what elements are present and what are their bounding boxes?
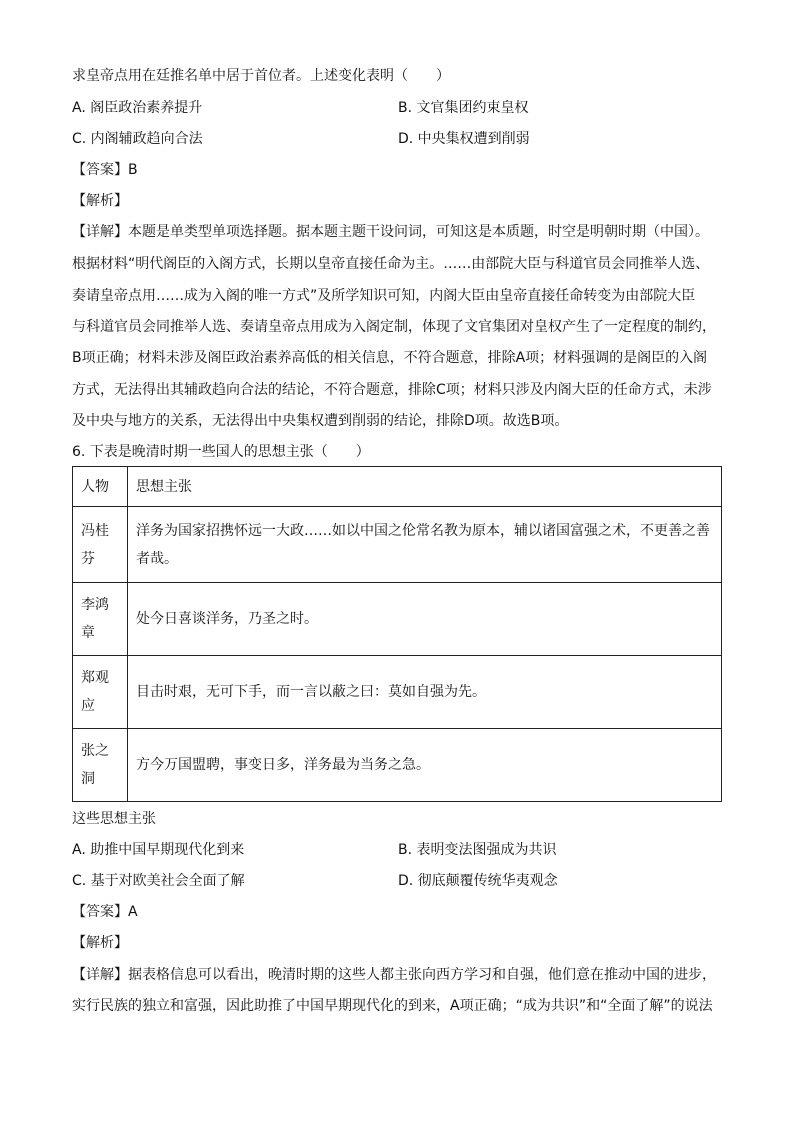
option-d: D. 彻底颠覆传统华夷观念 bbox=[398, 873, 558, 889]
options-row-cd bbox=[72, 871, 722, 891]
detail-line-4: 与科道官员会同推举人选、奏请皇帝点用成为入阁定制，体现了文官集团对皇权产生了一定程度的制约， bbox=[72, 319, 716, 335]
question-stem-tail: 求皇帝点用在廷推名单中居于首位者。上述变化表明（ ） bbox=[72, 68, 450, 84]
options-row-ab bbox=[72, 98, 722, 118]
person-idea: 方今万国盟聘，事变日多，洋务最为当务之急。 bbox=[128, 729, 722, 802]
analysis-tag: 【解析】 bbox=[72, 193, 128, 209]
question-6-after: 这些思想主张 bbox=[72, 811, 156, 827]
option-c: C. 基于对欧美社会全面了解 bbox=[72, 873, 245, 889]
detail-line-7: 及中央与地方的关系，无法得出中央集权遭到削弱的结论，排除D项。故选B项。 bbox=[72, 413, 569, 429]
detail-line-2: 实行民族的独立和富强，因此助推了中国早期现代化的到来，A项正确；“成为共识”和“全面了解”的说法 bbox=[72, 998, 713, 1014]
detail-line-3: 奏请皇帝点用……成为入阁的唯一方式”及所学知识可知，内阁大臣由皇帝直接任命转变为由部院大臣 bbox=[72, 288, 696, 304]
detail-line-2: 根据材料“明代阁臣的入阁方式，长期以皇帝直接任命为主。……由部院大臣与科道官员会同推举人选、 bbox=[72, 256, 710, 272]
analysis-tag: 【解析】 bbox=[72, 935, 128, 951]
answer-line bbox=[72, 160, 138, 180]
detail-line-1: 【详解】本题是单类型单项选择题。据本题主题干设问词，可知这是本质题，时空是明朝时期（中国）。 bbox=[72, 224, 709, 240]
person-idea: 洋务为国家招携怀远一大政……如以中国之伦常名教为原本，辅以诸国富强之术，不更善之善者哉。 bbox=[128, 507, 722, 583]
table-row bbox=[73, 507, 722, 583]
option-b: B. 表明变法图强成为共识 bbox=[398, 842, 557, 858]
answer-value: B bbox=[128, 162, 138, 178]
answer-tag: 【答案】 bbox=[72, 162, 128, 178]
options-row-cd bbox=[72, 129, 722, 149]
person-name: 郑观应 bbox=[73, 656, 128, 729]
question-6-stem: 6. 下表是晚清时期一些国人的思想主张（ ） bbox=[72, 444, 370, 460]
options-row-ab bbox=[72, 840, 722, 860]
person-name: 李鸿章 bbox=[73, 583, 128, 656]
option-d: D. 中央集权遭到削弱 bbox=[398, 131, 530, 147]
table-row bbox=[73, 656, 722, 729]
table-row bbox=[73, 583, 722, 656]
option-a: A. 助推中国早期现代化到来 bbox=[72, 842, 245, 858]
person-idea: 处今日喜谈洋务，乃圣之时。 bbox=[128, 583, 722, 656]
detail-line-6: 方式，无法得出其辅政趋向合法的结论，不符合题意，排除C项；材料只涉及内阁大臣的任命方式，未涉 bbox=[72, 382, 712, 398]
answer-line bbox=[72, 902, 138, 922]
person-idea: 目击时艰，无可下手，而一言以蔽之曰：莫如自强为先。 bbox=[128, 656, 722, 729]
option-b: B. 文官集团约束皇权 bbox=[398, 100, 529, 116]
table-header-row bbox=[73, 467, 722, 507]
answer-value: A bbox=[128, 904, 138, 920]
answer-tag: 【答案】 bbox=[72, 904, 128, 920]
table-row bbox=[73, 729, 722, 802]
person-name: 冯桂芬 bbox=[73, 507, 128, 583]
detail-line-5: B项正确；材料未涉及阁臣政治素养高低的相关信息，不符合题意，排除A项；材料强调的是阁臣的入阁 bbox=[72, 350, 708, 366]
header-person: 人物 bbox=[73, 467, 128, 507]
person-name: 张之洞 bbox=[73, 729, 128, 802]
detail-line-1: 【详解】据表格信息可以看出，晚清时期的这些人都主张向西方学习和自强，他们意在推动中国的进步， bbox=[72, 967, 716, 983]
option-a: A. 阁臣政治素养提升 bbox=[72, 100, 203, 116]
thought-table bbox=[72, 466, 722, 802]
header-idea: 思想主张 bbox=[128, 467, 722, 507]
option-c: C. 内阁辅政趋向合法 bbox=[72, 131, 203, 147]
